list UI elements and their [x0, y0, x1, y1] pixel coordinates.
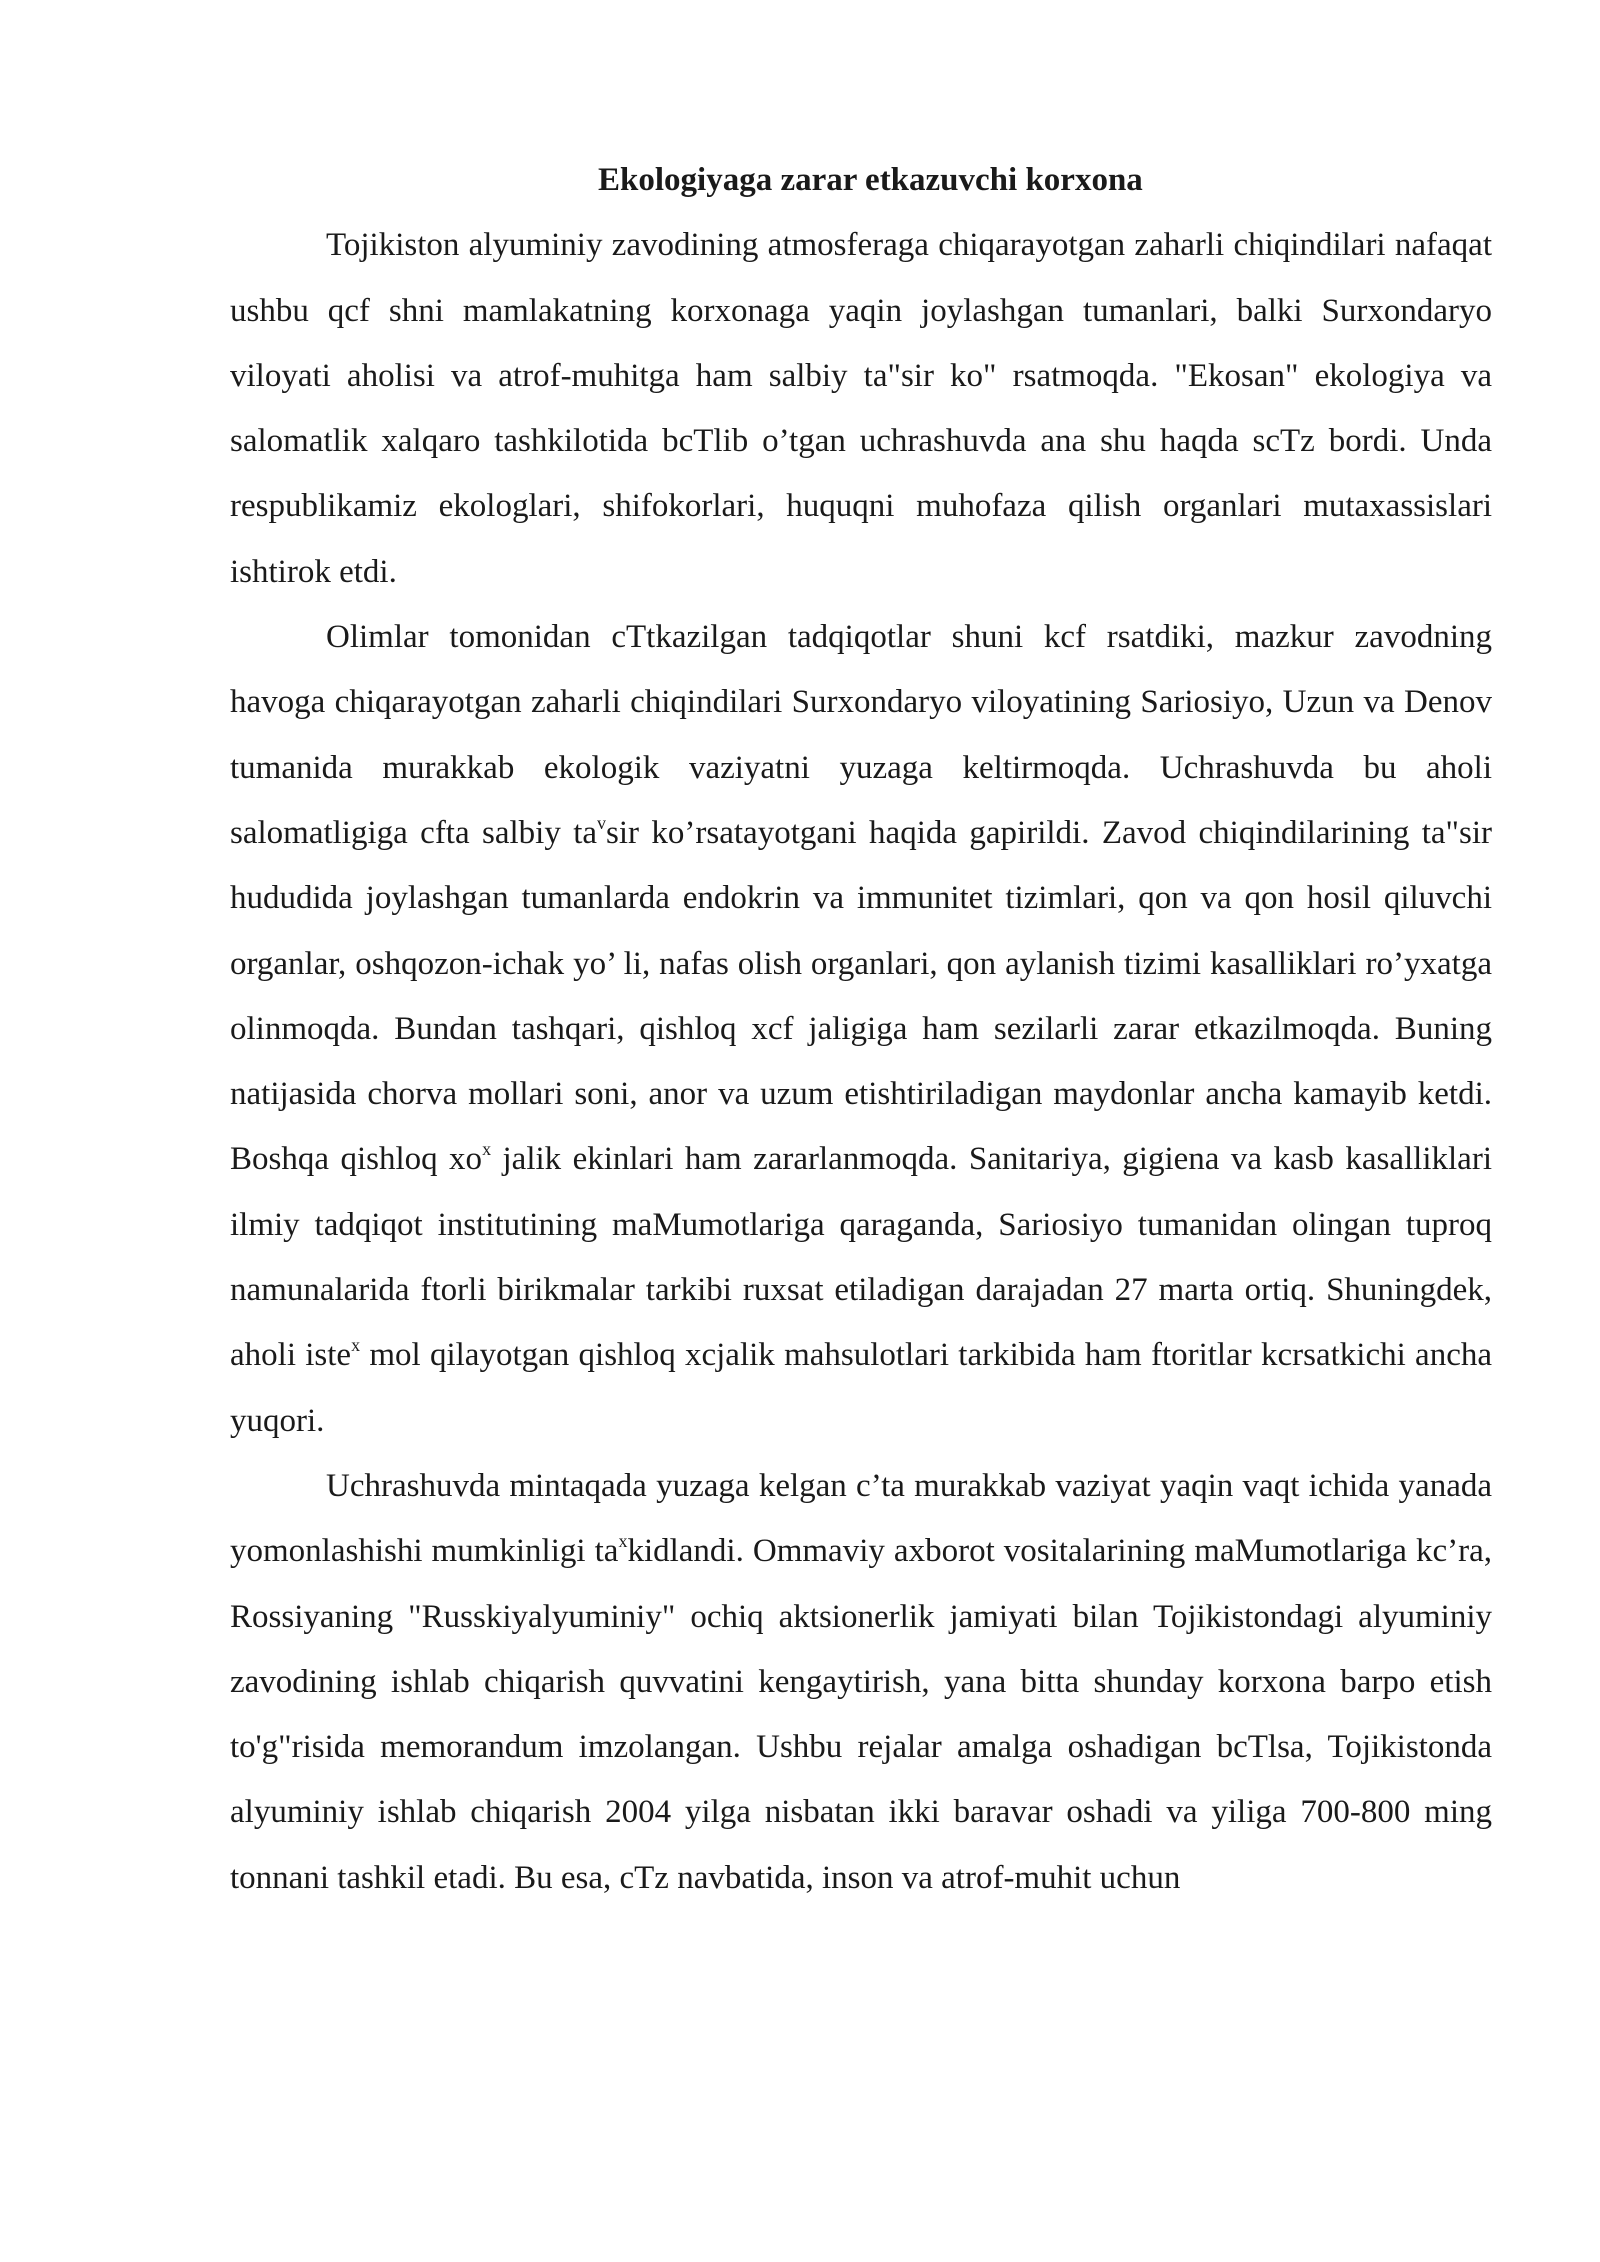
document-body: [230, 148, 1492, 1911]
paragraph-2: [230, 605, 1492, 1454]
superscript-mark: x: [351, 1335, 361, 1356]
paragraph-text: sir ko’rsatayotgani haqida gapirildi. Zavod chiqindilarining ta"sir hududida joylashgan tumanlarda endokrin va immunitet tizimlari, qon va qon hosil qiluvchi organlar, oshqozon-ichak yo’ li, nafas olish organlari, qon aylanish tizimi kasalliklari ro’yxatga olinmoqda. Bundan tashqari, qishloq xcf jaligiga ham sezilarli zarar etkazilmoqda. Buning natijasida chorva mollari soni, anor va uzum etishtiriladigan maydonlar ancha kamayib ketdi. Boshqa qishloq xo: [230, 814, 1492, 1178]
document-title: Ekologiyaga zarar etkazuvchi korxona: [598, 162, 1143, 198]
paragraph-text: mol qilayotgan qishloq xcjalik mahsulotlari tarkibida ham ftoritlar kcrsatkichi ancha yuqori.: [230, 1337, 1493, 1439]
paragraph-text: Tojikiston alyuminiy zavodining atmosferaga chiqarayotgan zaharli chiqindilari nafaqat ushbu qcf shni mamlakatning korxonaga yaqin joylashgan tumanlari, balki Surxondaryo viloyati aholisi va atrof-muhitga ham salbiy ta"sir ko" rsatmoqda. "Ekosan" ekologiya va salomatlik xalqaro tashkilotida bcTlib o’tgan uchrashuvda ana shu haqda scTz bordi. Unda respublikamiz ekologlari, shifokorlari, huquqni muhofaza qilish organlari mutaxassislari ishtirok etdi.: [230, 227, 1492, 590]
superscript-mark: x: [482, 1139, 492, 1160]
superscript-mark: v: [597, 812, 607, 833]
paragraph-text: jalik ekinlari ham zararlanmoqda. Sanitariya, gigiena va kasb kasalliklari ilmiy tadqiqot institutining maMumotlariga qaraganda, Sariosiyo tumanidan olingan tuproq namunalarida ftorli birikmalar tarkibi ruxsat etiladigan darajadan 27 marta ortiq. Shuningdek, aholi iste: [230, 1141, 1492, 1374]
paragraph-text: kidlandi. Ommaviy axborot vositalarining maMumotlariga kc’ra, Rossiyaning "Russkiyalyuminiy" ochiq aktsionerlik jamiyati bilan Tojikistondagi alyuminiy zavodining ishlab chiqarish quvvatini kengaytirish, yana bitta shunday korxona barpo etish to'g"risida memorandum imzolangan. Ushbu rejalar amalga oshadigan bcTlsa, Tojikistonda alyuminiy ishlab chiqarish 2004 yilga nisbatan ikki baravar oshadi va yiliga 700-800 ming tonnani tashkil etadi. Bu esa, cTz navbatida, inson va atrof-muhit uchun: [230, 1533, 1492, 1896]
paragraph-text: Uchrashuvda mintaqada yuzaga kelgan c’ta murakkab vaziyat yaqin vaqt ichida yanada yomonlashishi mumkinligi ta: [230, 1467, 1492, 1570]
paragraph-1: [230, 213, 1492, 605]
superscript-mark: x: [618, 1531, 628, 1552]
paragraph-3: [230, 1454, 1492, 1911]
paragraph-text: Olimlar tomonidan cTtkazilgan tadqiqotlar shuni kcf rsatdiki, mazkur zavodning havoga chiqarayotgan zaharli chiqindilari Surxondaryo viloyatining Sariosiyo, Uzun va Denov tumanida murakkab ekologik vaziyatni yuzaga keltirmoqda. Uchrashuvda bu aholi salomatligiga cfta salbiy ta: [230, 619, 1492, 851]
